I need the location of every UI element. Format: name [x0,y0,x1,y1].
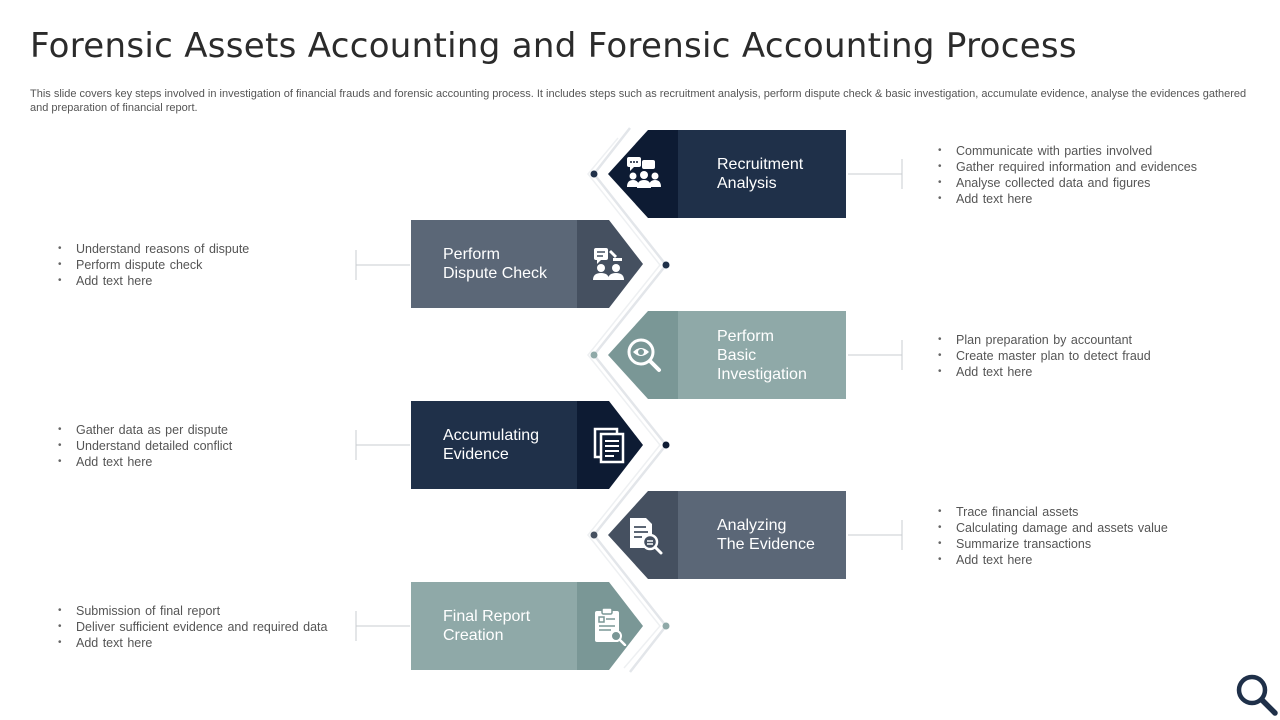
report-search-icon [589,606,629,646]
bullet-item: • Add text here [56,454,232,470]
bullet-item: • Understand detailed conflict [56,438,232,454]
document-search-icon [624,515,664,555]
dispute-people-icon [589,244,629,284]
step-label-box [411,582,579,670]
bullet-item: • Gather required information and evidences [936,159,1197,175]
step-label-box [678,311,846,399]
step-bullets-final-report [56,603,327,651]
connector-dot [591,532,598,539]
bullet-item: • Understand reasons of dispute [56,241,249,257]
bracket-line [848,520,902,550]
step-accumulating-evidence [411,401,651,489]
step-icon-box [577,401,649,489]
connector-dot [591,352,598,359]
page-title: Forensic Assets Accounting and Forensic Accounting Process [30,26,1077,66]
step-label: Analyzing The Evidence [717,517,815,553]
step-recruitment-analysis [608,130,848,218]
step-icon-box [608,130,680,218]
step-label: Recruitment Analysis [717,156,804,192]
bullet-item: • Deliver sufficient evidence and required data [56,619,327,635]
bracket-line [848,159,902,189]
bullet-item: • Add text here [936,364,1151,380]
bullet-item: • Add text here [936,191,1197,207]
step-label: Final Report Creation [443,608,531,644]
step-analyzing-evidence [608,491,848,579]
meeting-people-icon [624,154,664,194]
step-bullets-analyzing [936,504,1168,568]
bracket-line [356,250,410,280]
bullet-item: • Add text here [56,273,249,289]
bullet-item: • Communicate with parties involved [936,143,1197,159]
bullet-item: • Perform dispute check [56,257,249,273]
step-icon-box [608,311,680,399]
step-bullets-accumulating [56,422,232,470]
bullet-item: • Plan preparation by accountant [936,332,1151,348]
step-label-box [678,130,846,218]
step-label-box [411,401,579,489]
step-perform-basic-investigation [608,311,848,399]
step-label: Perform Basic Investigation [717,327,807,383]
bracket-line [356,611,410,641]
step-perform-dispute-check [411,220,651,308]
documents-icon [589,425,629,465]
bracket-line [848,340,902,370]
connector-dot [591,171,598,178]
step-icon-box [577,220,649,308]
bullet-item: • Summarize transactions [936,536,1168,552]
connector-dot [663,623,670,630]
step-label: Accumulating Evidence [443,427,540,463]
step-icon-box [608,491,680,579]
step-label-box [411,220,579,308]
bullet-item: • Submission of final report [56,603,327,619]
page-subtitle: This slide covers key steps involved in investigation of financial frauds and forensic accounting process. It includes steps such as recruitment analysis, perform dispute check & basic investigation, accumulate evidence, analyse the evidences gathered and preparation of financial report. [30,88,1247,114]
step-label: Perform Dispute Check [443,246,548,282]
bullet-item: • Gather data as per dispute [56,422,232,438]
bullet-item: • Create master plan to detect fraud [936,348,1151,364]
eye-magnifier-icon [624,335,664,375]
step-icon-box [577,582,649,670]
connector-dot [663,442,670,449]
bracket-line [356,430,410,460]
step-bullets-investigation [936,332,1151,380]
step-final-report-creation [411,582,651,670]
search-icon[interactable] [1234,672,1278,716]
step-bullets-recruitment [936,143,1197,207]
step-label-box [678,491,846,579]
bullet-item: • Calculating damage and assets value [936,520,1168,536]
bullet-item: • Analyse collected data and figures [936,175,1197,191]
bullet-item: • Trace financial assets [936,504,1168,520]
connector-dot [663,262,670,269]
step-bullets-dispute [56,241,249,289]
bullet-item: • Add text here [56,635,327,651]
bullet-item: • Add text here [936,552,1168,568]
